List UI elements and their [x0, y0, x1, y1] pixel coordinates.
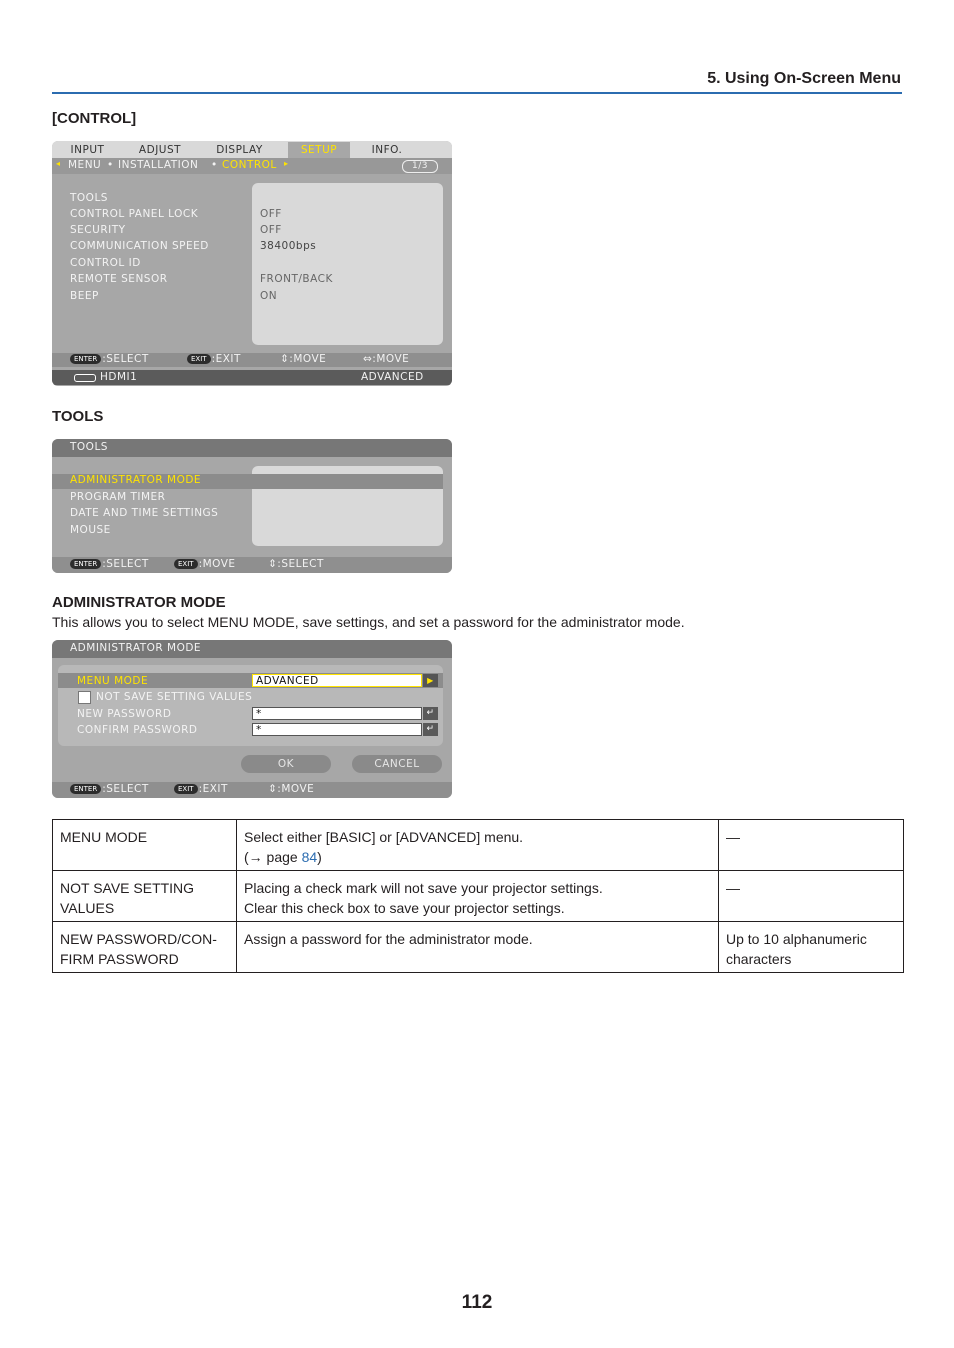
- enter-key-icon: ENTER: [70, 559, 101, 569]
- description-text: Select either [BASIC] or [ADVANCED] menu.: [244, 829, 524, 845]
- enter-key-icon: ENTER: [70, 784, 101, 794]
- new-password-enter-icon[interactable]: ↵: [423, 707, 438, 720]
- menu-item-beep[interactable]: BEEP: [70, 290, 99, 302]
- menu-tab-bar: [52, 141, 452, 158]
- enter-key-icon: ENTER: [70, 354, 101, 364]
- table-row: [53, 922, 904, 973]
- hdmi-icon: [74, 374, 96, 382]
- tools-menu-screenshot: [52, 439, 452, 573]
- page-indicator: 1/3: [402, 160, 438, 173]
- footer-move-hint: EXIT :MOVE: [174, 558, 236, 570]
- cancel-button[interactable]: CANCEL: [352, 755, 442, 773]
- footer-select-ud-hint: ⇕:SELECT: [268, 558, 324, 570]
- value-beep: ON: [260, 290, 278, 302]
- menu-item-control-panel-lock[interactable]: CONTROL PANEL LOCK: [70, 208, 199, 220]
- page-number: 112: [461, 1292, 493, 1313]
- settings-table: [52, 819, 904, 973]
- breadcrumb-installation: INSTALLATION: [118, 159, 199, 171]
- breadcrumb-sep: •: [211, 159, 218, 171]
- table-cell-name: NOT SAVE SETTING VALUES: [53, 871, 237, 922]
- footer-exit-hint: EXIT :EXIT: [187, 353, 241, 365]
- footer-move-lr-hint: ⇔:MOVE: [363, 353, 410, 365]
- breadcrumb-sep: •: [107, 159, 114, 171]
- status-menu-mode: ADVANCED: [361, 371, 424, 383]
- value-remote-sensor: FRONT/BACK: [260, 273, 333, 285]
- table-row: [53, 820, 904, 871]
- tab-input[interactable]: INPUT: [70, 144, 105, 156]
- breadcrumb: [52, 158, 452, 174]
- table-cell-description: [237, 871, 719, 922]
- exit-key-icon: EXIT: [187, 354, 211, 364]
- table-cell-note: —: [719, 820, 904, 871]
- menu-footer: [52, 353, 452, 367]
- footer-select-hint: ENTER :SELECT: [70, 783, 149, 795]
- chapter-title: 5. Using On-Screen Menu: [707, 70, 901, 87]
- footer-select-hint: ENTER :SELECT: [70, 558, 149, 570]
- control-menu-screenshot: [52, 141, 452, 386]
- tools-title: TOOLS: [70, 441, 108, 453]
- page-link[interactable]: 84: [301, 849, 318, 865]
- admin-footer: [52, 782, 452, 798]
- table-cell-name: NEW PASSWORD/CON-FIRM PASSWORD: [53, 922, 237, 973]
- admin-mode-description: This allows you to select MENU MODE, save settings, and set a password for the administrator mode.: [52, 614, 685, 630]
- menu-item-security[interactable]: SECURITY: [70, 224, 126, 236]
- footer-exit-hint: EXIT :EXIT: [174, 783, 228, 795]
- control-heading: [CONTROL]: [52, 110, 137, 127]
- footer-move-ud-hint: ⇕:MOVE: [268, 783, 315, 795]
- tab-adjust[interactable]: ADJUST: [138, 144, 182, 156]
- new-password-label: NEW PASSWORD: [77, 708, 172, 720]
- table-cell-note: —: [719, 871, 904, 922]
- status-input: HDMI1: [100, 371, 138, 383]
- value-communication-speed: 38400bps: [260, 240, 317, 252]
- table-cell-description: [237, 820, 719, 871]
- admin-mode-heading: ADMINISTRATOR MODE: [52, 594, 226, 611]
- description-text: Placing a check mark will not save your projector settings.: [244, 880, 603, 896]
- value-control-panel-lock: OFF: [260, 208, 282, 220]
- tab-info[interactable]: INFO.: [371, 144, 403, 156]
- tools-item-administrator-mode[interactable]: ADMINISTRATOR MODE: [70, 474, 202, 486]
- footer-select-hint: ENTER :SELECT: [70, 353, 149, 365]
- value-security: OFF: [260, 224, 282, 236]
- page-reference: (→ page 84): [244, 849, 322, 865]
- tab-setup[interactable]: SETUP: [288, 142, 350, 158]
- table-cell-description: [237, 922, 719, 973]
- footer-move-ud-hint: ⇕:MOVE: [280, 353, 327, 365]
- menu-mode-dropdown[interactable]: ADVANCED: [252, 674, 422, 687]
- tools-item-program-timer[interactable]: PROGRAM TIMER: [70, 491, 166, 503]
- table-cell-name: MENU MODE: [53, 820, 237, 871]
- exit-key-icon: EXIT: [174, 784, 198, 794]
- tools-item-date-time-settings[interactable]: DATE AND TIME SETTINGS: [70, 507, 219, 519]
- confirm-password-input[interactable]: *: [252, 723, 422, 736]
- menu-item-remote-sensor[interactable]: REMOTE SENSOR: [70, 273, 168, 285]
- table-cell-note: Up to 10 alphanumeric characters: [719, 922, 904, 973]
- header-rule: [52, 92, 902, 94]
- breadcrumb-right-arrow[interactable]: ▸: [284, 159, 289, 168]
- description-text: Assign a password for the administrator mode.: [244, 931, 533, 947]
- exit-key-icon: EXIT: [174, 559, 198, 569]
- menu-mode-label: MENU MODE: [77, 675, 149, 687]
- confirm-password-label: CONFIRM PASSWORD: [77, 724, 198, 736]
- breadcrumb-left-arrow[interactable]: ◂: [56, 159, 61, 168]
- not-save-checkbox[interactable]: [78, 691, 91, 704]
- dropdown-arrow-icon[interactable]: ▶: [423, 674, 438, 687]
- tools-title-bar: [52, 439, 452, 457]
- breadcrumb-menu: MENU: [68, 159, 102, 171]
- admin-title-bar: [52, 640, 452, 658]
- description-text: Clear this check box to save your projector settings.: [244, 900, 565, 916]
- breadcrumb-control: CONTROL: [222, 159, 277, 171]
- tab-display[interactable]: DISPLAY: [216, 144, 263, 156]
- tools-heading: TOOLS: [52, 408, 104, 425]
- admin-title: ADMINISTRATOR MODE: [70, 642, 202, 654]
- status-bar: [52, 370, 452, 385]
- admin-mode-screenshot: [52, 640, 452, 798]
- new-password-input[interactable]: *: [252, 707, 422, 720]
- confirm-password-enter-icon[interactable]: ↵: [423, 723, 438, 736]
- tools-footer: [52, 557, 452, 573]
- not-save-label: NOT SAVE SETTING VALUES: [96, 691, 253, 703]
- menu-item-communication-speed[interactable]: COMMUNICATION SPEED: [70, 240, 209, 252]
- menu-item-tools[interactable]: TOOLS: [70, 192, 108, 204]
- ok-button[interactable]: OK: [241, 755, 331, 773]
- menu-item-control-id[interactable]: CONTROL ID: [70, 257, 141, 269]
- table-row: [53, 871, 904, 922]
- tools-item-mouse[interactable]: MOUSE: [70, 524, 111, 536]
